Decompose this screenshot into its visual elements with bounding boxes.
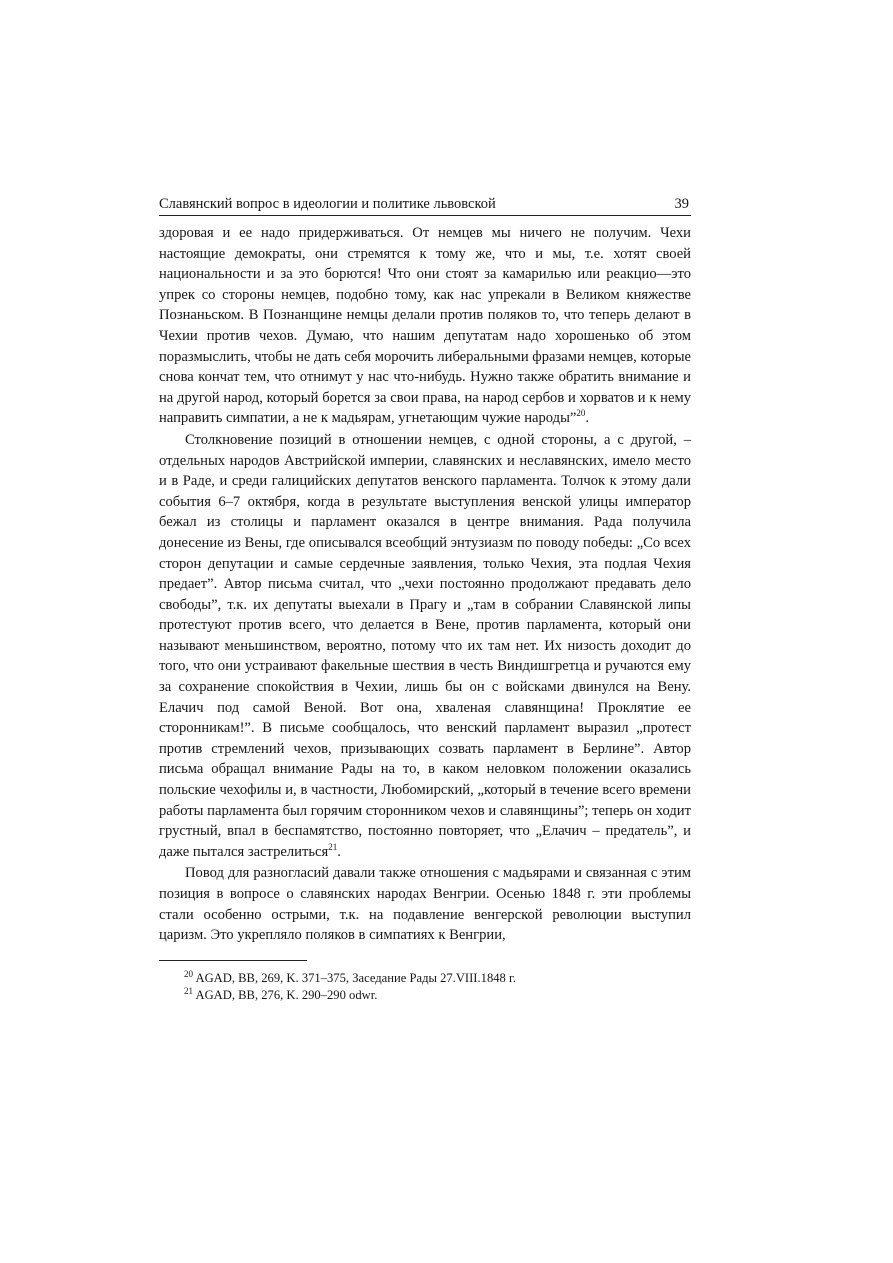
paragraph-text: здоровая и ее надо придерживаться. От немцев мы ничего не получим. Чехи настоящие демократы, они стремятся к тому же, что и мы, т.е. хотят своей национальности и за это борются! Что они стоят за камарилью или реакцио––это упрек со стороны немцев, подобно тому, как нас упрекали в Великом княжестве Познаньском. В Познанщине немцы делали против поляков то, что теперь делают в Чехии против чехов. Думаю, что нашим депутатам надо хорошенько об этом поразмыслить, чтобы не дать себя морочить либеральными фразами немцев, которые снова кончат тем, что отнимут у нас что-нибудь. Нужно также обратить внимание и на другой народ, который борется за свои права, на народ сербов и хорватов и к нему направить симпатии, а не к мадьярам, угнетающим чужие народы” bbox=[159, 225, 691, 427]
paragraph bbox=[159, 863, 691, 945]
footnote-text: AGAD, BB, 276, K. 290–290 odwr. bbox=[195, 987, 378, 1002]
footnote-ref: 21 bbox=[328, 841, 338, 852]
paragraph bbox=[159, 223, 691, 429]
page-number: 39 bbox=[674, 196, 689, 212]
paragraph-text: . bbox=[585, 410, 590, 427]
paragraph-text: Столкновение позиций в отношении немцев, с одной стороны, а с другой, – отдельных народов Австрийской империи, славянских и неславянских, имело место и в Раде, и среди галицийских депутатов венского парламента. Толчок к этому дали события 6–7 октября, когда в результате выступления венской улицы император бежал из столицы и парламент оказался в центре внимания. Рада получила донесение из Вены, где описывался всеобщий энтузиазм по поводу победы: „Со всех сторон депутации и самые сердечные заявления, только Чехия, эта подлая Чехия предает”. Автор письма считал, что „чехи постоянно продолжают предавать дело свободы”, т.к. их депутаты выехали в Прагу и „там в собрании Славянской липы протестуют против всего, что делается в Вене, против парламента, который они называют меньшинством, вероятно, потому что их там нет. Их низость доходит до того, что они устраивают факельные шествия в честь Виндишгретца и ручаются ему за сохранение спокойствия в Чехии, лишь бы он с войсками двинулся на Вену. Елачич под самой Веной. Вот она, хваленая славянщина! Проклятие ее сторонникам!”. В письме сообщалось, что венский парламент выразил „протест против стремлений чехов, призывающих созвать парламент в Берлине”. Автор письма обращал внимание Рады на то, в каком неловком положении оказались польские чехофилы и, в частности, Любомирский, „который в течение всего времени работы парламента был горячим сторонником чехов и славянщины”; теперь он ходит грустный, впал в беспамятство, постоянно повторяет, что „Елачич – предатель”, и даже пытался застрелиться bbox=[159, 431, 691, 860]
body-text bbox=[159, 223, 691, 946]
footnote-divider bbox=[159, 960, 307, 961]
book-page bbox=[159, 195, 691, 1004]
footnote-number: 21 bbox=[184, 985, 193, 996]
running-header bbox=[159, 195, 691, 216]
running-title: Славянский вопрос в идеологии и политике львовской bbox=[159, 196, 496, 212]
footnote bbox=[159, 987, 691, 1004]
footnote-number: 20 bbox=[184, 968, 193, 979]
footnotes bbox=[159, 970, 691, 1004]
paragraph bbox=[159, 430, 691, 862]
footnote-ref: 20 bbox=[576, 408, 586, 419]
footnote bbox=[159, 970, 691, 987]
paragraph-text: . bbox=[337, 843, 341, 860]
footnote-text: AGAD, BB, 269, K. 371–375, Заседание Рады 27.VIII.1848 г. bbox=[195, 970, 516, 985]
paragraph-text: Повод для разногласий давали также отношения с мадьярами и связанная с этим позиция в вопросе о славянских народах Венгрии. Осенью 1848 г. эти проблемы стали особенно острыми, т.к. на подавление венгерской революции выступил царизм. Это укрепляло поляков в симпатиях к Венгрии, bbox=[159, 865, 691, 944]
